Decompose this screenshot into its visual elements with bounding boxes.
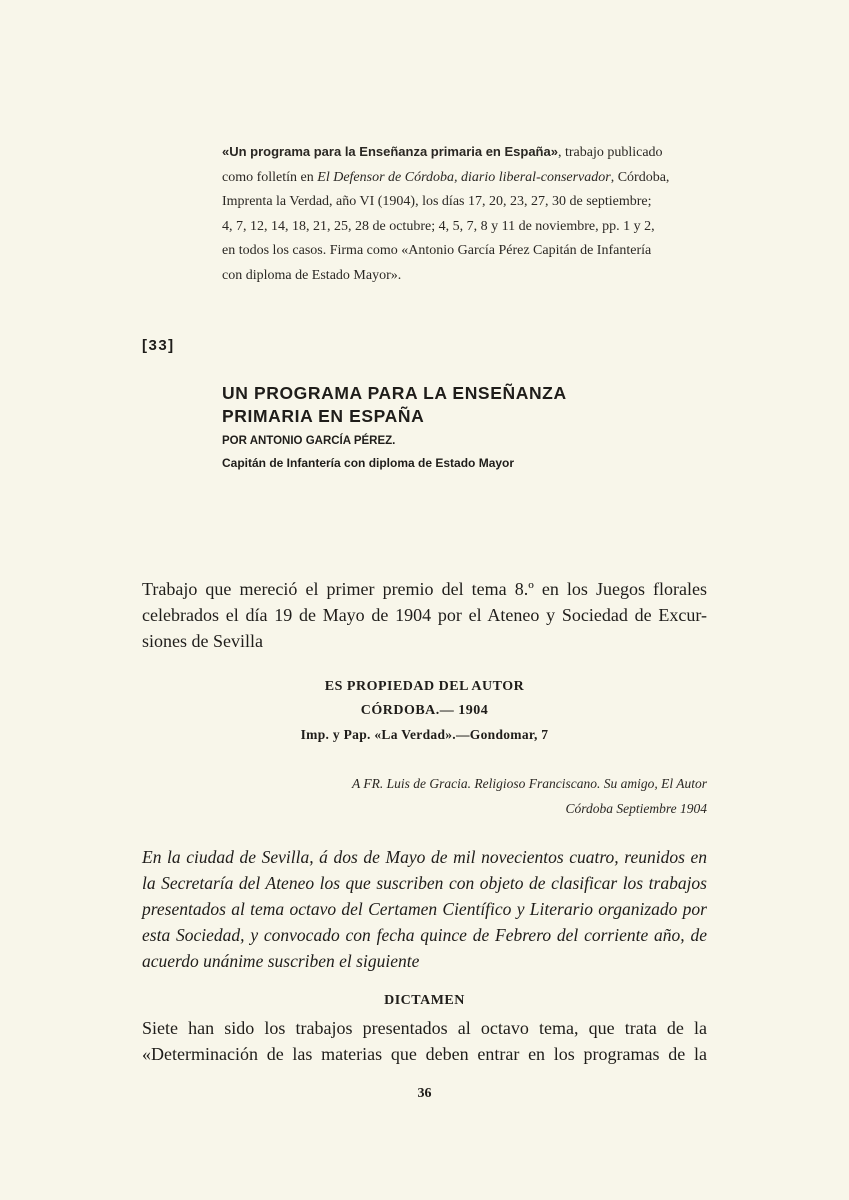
title-line-2: PRIMARIA EN ESPAÑA	[222, 406, 425, 426]
place-year: CÓRDOBA.— 1904	[360, 703, 489, 718]
biblio-text: , trabajo publicado	[557, 145, 663, 160]
paragraph-line: acuerdo unánime suscriben el siguiente	[142, 951, 420, 971]
dedication-date: Córdoba Septiembre 1904	[565, 801, 707, 816]
biblio-line	[222, 166, 692, 191]
document-number: [33]	[142, 337, 175, 354]
paragraph-line: Trabajo que mereció el primer premio del tema 8.º en los Juegos florales	[142, 579, 707, 599]
paragraph-line: presentados al tema octavo del Certamen Científico y Literario organizado por	[142, 899, 707, 919]
paragraph-line: En la ciudad de Sevilla, á dos de Mayo de mil novecientos cuatro, reunidos en	[142, 847, 707, 867]
biblio-line: 4, 7, 12, 14, 18, 21, 25, 28 de octubre; 4, 5, 7, 8 y 11 de noviembre, pp. 1 y 2,	[222, 218, 655, 234]
biblio-line	[222, 140, 692, 166]
author-rank: Capitán de Infantería con diploma de Estado Mayor	[222, 456, 515, 470]
dictamen-heading: DICTAMEN	[384, 993, 465, 1008]
printer-line: Imp. y Pap. «La Verdad».—Gondomar, 7	[300, 727, 549, 742]
property-notice: ES PROPIEDAD DEL AUTOR	[324, 679, 525, 694]
work-title: «Un programa para la Enseñanza primaria en España»	[222, 144, 558, 159]
acta-paragraph	[142, 844, 707, 974]
title-block	[222, 382, 702, 472]
biblio-line: en todos los casos. Firma como «Antonio García Pérez Capitán de Infantería	[222, 243, 652, 259]
paragraph-line: celebrados el día 19 de Mayo de 1904 por el Ateneo y Sociedad de Excur-	[142, 605, 707, 625]
biblio-line: Imprenta la Verdad, año VI (1904), los días 17, 20, 23, 27, 30 de septiembre;	[222, 194, 652, 210]
biblio-line: con diploma de Estado Mayor».	[222, 267, 402, 283]
paragraph-line: «Determinación de las materias que deben entrar en los programas de la	[142, 1044, 707, 1064]
author-line: POR ANTONIO GARCÍA PÉREZ.	[222, 435, 396, 447]
title-line-1: UN PROGRAMA PARA LA ENSEÑANZA	[222, 383, 567, 403]
paragraph-line: esta Sociedad, y convocado con fecha quince de Febrero del corriente año, de	[142, 925, 707, 945]
biblio-text: , Córdoba,	[610, 169, 670, 185]
page-number: 36	[417, 1086, 432, 1101]
newspaper-title: El Defensor de Córdoba, diario liberal-conservador	[317, 169, 611, 185]
award-paragraph	[142, 576, 707, 654]
dictamen-paragraph	[142, 1015, 707, 1067]
paragraph-line: la Secretaría del Ateneo los que suscriben con objeto de clasificar los trabajos	[142, 873, 707, 893]
biblio-text: como folletín en	[222, 169, 318, 185]
paragraph-line: Siete han sido los trabajos presentados al octavo tema, que trata de la	[142, 1018, 707, 1038]
paragraph-line: siones de Sevilla	[142, 631, 263, 651]
bibliographic-note	[222, 140, 692, 289]
dedication: A FR. Luis de Gracia. Religioso Franciscano. Su amigo, El Autor	[352, 776, 707, 791]
